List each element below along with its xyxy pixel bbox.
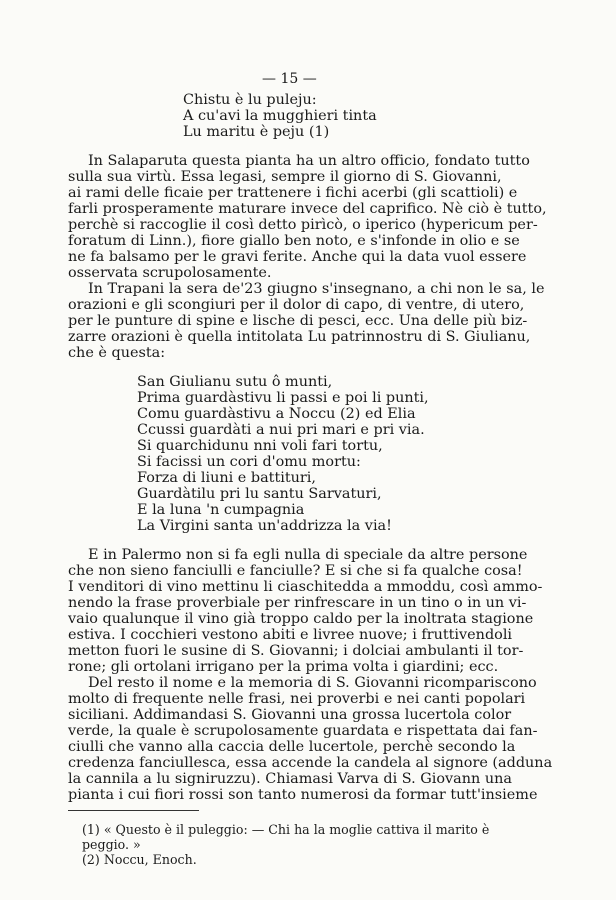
text-line: che è questa:: [68, 345, 166, 361]
text-line: sulla sua virtù. Essa legasi, sempre il giorno di S. Giovanni,: [68, 169, 502, 185]
text-line: orazioni e gli scongiuri per il dolor di capo, di ventre, di utero,: [68, 297, 525, 313]
footnote-line: (2) Noccu, Enoch.: [82, 852, 197, 867]
verse-line: Comu guardàstivu a Noccu (2) ed Elia: [137, 406, 416, 422]
page-number: — 15 —: [262, 71, 317, 87]
verse-line: Si facissi un cori d'omu mortu:: [137, 454, 361, 470]
text-line: osservata scrupolosamente.: [68, 265, 272, 281]
text-line: siciliani. Addimandasi S. Giovanni una grossa lucertola color: [68, 707, 512, 723]
text-line: per le punture di spine e lische di pesci, ecc. Una delle più biz-: [68, 313, 528, 329]
verse-line: La Virgini santa un'addrizza la via!: [137, 518, 392, 534]
text-line: estiva. I cocchieri vestono abiti e livree nuove; i fruttivendoli: [68, 627, 513, 643]
verse-line: E la luna 'n cumpagnia: [137, 502, 305, 518]
text-line: I venditori di vino mettinu li ciaschitedda a mmoddu, così ammo-: [68, 579, 543, 595]
verse-line: A cu'avi la mugghieri tinta: [183, 108, 377, 124]
text-line: pianta i cui fiori rossi son tanto numerosi da formar tutt'insieme: [68, 787, 538, 803]
text-line: ne fa balsamo per le gravi ferite. Anche qui la data vuol essere: [68, 249, 527, 265]
footnote-line: peggio. »: [82, 837, 141, 852]
text-line: che non sieno fanciulli e fanciulle? E si che si fa qualche cosa!: [68, 563, 523, 579]
verse-line: Ccussi guardàti a nui pri mari e pri via.: [137, 422, 425, 438]
verse-line: San Giulianu sutu ô munti,: [137, 374, 333, 390]
footnote-divider: [68, 810, 199, 811]
text-line: verde, la quale è scrupolosamente guardata e rispettata dai fan-: [68, 723, 538, 739]
text-line: foratum di Linn.), fiore giallo ben noto, e s'infonde in olio e se: [68, 233, 520, 249]
verse-line: Forza di liuni e battituri,: [137, 470, 316, 486]
verse-line: Lu maritu è peju (1): [183, 124, 330, 140]
text-line: zarre orazioni è quella intitolata Lu patrinnostru di S. Giulianu,: [68, 329, 531, 345]
text-line: vaio qualunque il vino già troppo caldo per la inoltrata stagione: [68, 611, 534, 627]
text-line: metton fuori le susine di S. Giovanni; i dolciai ambulanti il tor-: [68, 643, 524, 659]
text-line: ai rami delle ficaie per trattenere i fichi acerbi (gli scattioli) e: [68, 185, 518, 201]
text-line: ciulli che vanno alla caccia delle lucertole, perchè secondo la: [68, 739, 516, 755]
verse-line: Si quarchidunu nni voli fari tortu,: [137, 438, 383, 454]
footnote-line: (1) « Questo è il puleggio: — Chi ha la moglie cattiva il marito è: [82, 822, 490, 837]
verse-line: Prima guardàstivu li passi e poi li punti,: [137, 390, 429, 406]
text-line: credenza fanciullesca, essa accende la candela al signore (adduna: [68, 755, 553, 771]
text-line: Del resto il nome e la memoria di S. Giovanni ricompariscono: [88, 675, 537, 691]
text-line: rone; gli ortolani irrigano per la prima volta i giardini; ecc.: [68, 659, 499, 675]
text-line: In Trapani la sera de'23 giugno s'insegnano, a chi non le sa, le: [88, 281, 545, 297]
text-line: E in Palermo non si fa egli nulla di speciale da altre persone: [88, 547, 528, 563]
text-line: molto di frequente nelle frasi, nei proverbi e nei canti popolari: [68, 691, 526, 707]
text-line: In Salaparuta questa pianta ha un altro officio, fondato tutto: [88, 153, 530, 169]
text-line: la cannila a lu signiruzzu). Chiamasi Varva di S. Giovann una: [68, 771, 512, 787]
verse-line: Chistu è lu puleju:: [183, 92, 317, 108]
verse-line: Guardàtilu pri lu santu Sarvaturi,: [137, 486, 382, 502]
text-line: farli prosperamente maturare invece del caprifico. Nè ciò è tutto,: [68, 201, 547, 217]
text-line: perchè si raccoglie il così detto pirìcò, o iperico (hypericum per-: [68, 217, 538, 233]
text-line: nendo la frase proverbiale per rinfrescare in un tino o in un vi-: [68, 595, 527, 611]
